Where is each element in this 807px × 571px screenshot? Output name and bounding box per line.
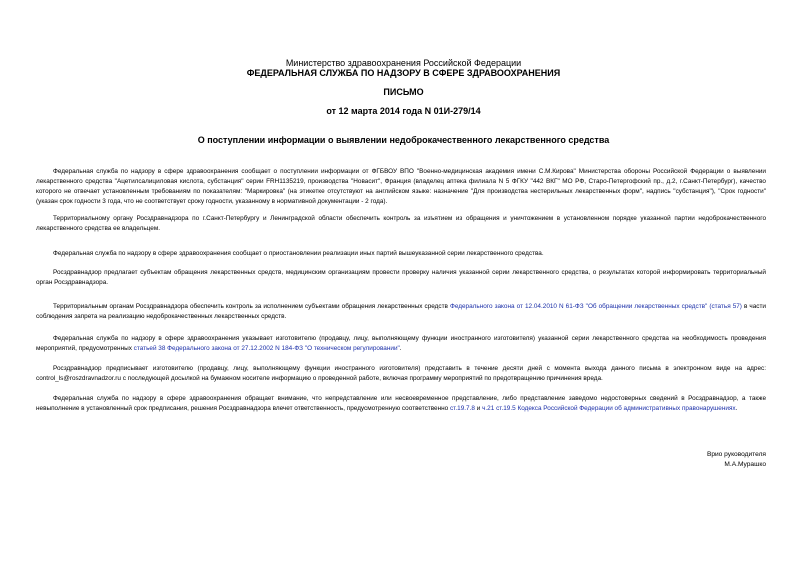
- paragraph-7-text: Росздравнадзор предписывает изготовителю (продавцу, лицу, выполняющему функции иностранного изготовителя) представить в течение десяти дней с момента выхода данного письма в электронном виде на адрес: control_ls@roszdravnadzor.ru с последующей досылкой на бумажном носителе информацию о проведенной работе, включая программу мероприятий по предотвращению причинения вреда.: [36, 365, 766, 382]
- signature-position: Врио руководителя: [706, 451, 766, 458]
- service-name: ФЕДЕРАЛЬНАЯ СЛУЖБА ПО НАДЗОРУ В СФЕРЕ ЗДРАВООХРАНЕНИЯ: [246, 68, 561, 78]
- paragraph-1: [36, 167, 766, 207]
- document-date-number: от 12 марта 2014 года N 01И-279/14: [326, 106, 481, 116]
- paragraph-8-text-mid: и: [474, 405, 483, 412]
- paragraph-2-text: Территориальному органу Росздравнадзора по г.Санкт-Петербургу и Ленинградской области обеспечить контроль за изъятием из обращения и уничтожением в установленном порядке указанной партии недоброкачественного лекарственного средства ее владельцем.: [36, 215, 766, 232]
- paragraph-5-text-before: Территориальным органам Росздравнадзора обеспечить контроль за исполнением субъектами обращения лекарственных средств: [53, 303, 450, 310]
- paragraph-3-text: Федеральная служба по надзору в сфере здравоохранения сообщает о приостановлении реализации иных партий вышеуказанной серии лекарственного средства.: [53, 250, 544, 257]
- paragraph-7: [36, 364, 766, 384]
- paragraph-8-text-after: .: [735, 405, 738, 412]
- document-title: О поступлении информации о выявлении недоброкачественного лекарственного средства: [197, 135, 610, 145]
- document-type: ПИСЬМО: [383, 87, 424, 97]
- link-koap-19-7-8[interactable]: ст.19.7.8: [449, 405, 475, 412]
- paragraph-6-text-before: Федеральная служба по надзору в сфере здравоохранения указывает изготовителю (продавцу, лицу, выполняющему функции иностранного изготовителя) указанной серии лекарственного средства на необходимость проведения мероприятий, предусмотренных: [36, 335, 766, 352]
- paragraph-4: [36, 268, 766, 288]
- paragraph-3: [36, 249, 766, 259]
- paragraph-8: [36, 394, 766, 414]
- paragraph-5-text-after: в части соблюдения запрета на реализацию недоброкачественных лекарственных средств.: [36, 303, 766, 320]
- paragraph-1-text: Федеральная служба по надзору в сфере здравоохранения сообщает о поступлении информации от ФГБВОУ ВПО "Военно-медицинская академия имени С.М.Кирова" Министерства обороны Российской Федерации о выявлении лекарственного средства "Ацетилсалициловая кислота, субстанция" серии FRH1135219, производства "Новасит", Франция (владелец аптека филиала N 5 ФГКУ "442 ВКГ" МО РФ, Старо-Петергофский пр., д.2, г.Санкт-Петербург), качество которого не отвечает установленным требованиям по показателям: "Маркировка" (на этикетке отсутствуют на английском языке: назначение "Для производства нестерильных лекарственных форм", надпись "субстанция"), "Срок годности" (указан срок годности 3 года, что не соответствует сроку годности, указанному в нормативной документации - 2 года).: [36, 168, 766, 205]
- paragraph-4-text: Росздравнадзор предлагает субъектам обращения лекарственных средств, медицинским организациям провести проверку наличия указанной серии лекарственного средства, о результатах которой информировать территориальный орган Росздравнадзора.: [36, 269, 766, 286]
- paragraph-8-text-before: Федеральная служба по надзору в сфере здравоохранения обращает внимание, что непредставление или несвоевременное представление, либо представление заведомо недостоверных сведений в Росздравнадзор, а также невыполнение в установленный срок предписания, решения Росздравнадзора влечет ответственность, предусмотренную соответственно: [36, 395, 766, 412]
- paragraph-5: [36, 302, 766, 322]
- link-federal-law-61[interactable]: Федерального закона от 12.04.2010 N 61-ФЗ "Об обращении лекарственных средств" (статья 57): [449, 303, 742, 310]
- paragraph-6-text-after: .: [399, 345, 402, 352]
- signature-name: М.А.Мурашко: [724, 461, 766, 468]
- paragraph-2: [36, 214, 766, 234]
- paragraph-6: [36, 334, 766, 354]
- ministry-name: Министерство здравоохранения Российской Федерации: [285, 58, 522, 68]
- link-federal-law-184[interactable]: статьей 38 Федерального закона от 27.12.2002 N 184-ФЗ "О техническом регулировании": [133, 345, 400, 352]
- link-koap-19-5[interactable]: ч.21 ст.19.5 Кодекса Российской Федерации об административных правонарушениях: [482, 405, 736, 412]
